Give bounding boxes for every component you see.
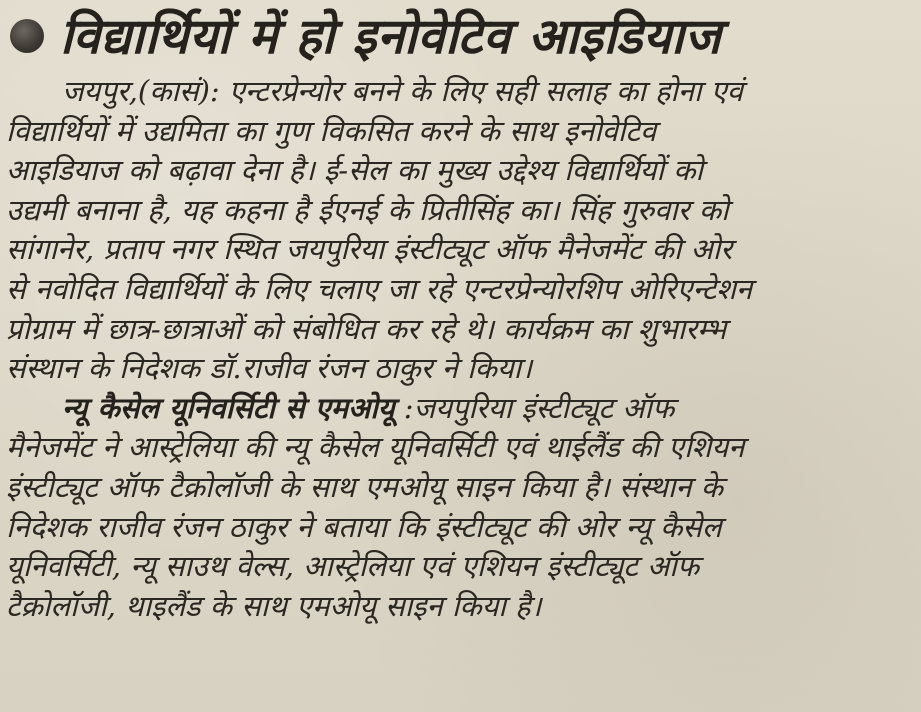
paragraph-line: जयपुर,(कासं): एन्टरप्रेन्योर बनने के लिए सही सलाह का होना एवं [62,74,743,108]
headline-text: विद्यार्थियों में हो इनोवेटिव आइडियाज [60,7,722,65]
paragraph-line: आइडियाज को बढ़ावा देना है। ई-सेल का मुख्य उद्देश्य विद्यार्थियों को [6,153,704,188]
headline [6,0,909,72]
paragraph-line: इंस्टीट्यूट ऑफ टैक्रोलॉजी के साथ एमओयू साइन किया है। संस्थान के [6,469,723,504]
paragraph-line: विद्यार्थियों में उद्यमिता का गुण विकसित करने के साथ इनोवेटिव [6,113,657,148]
paragraph-line: उद्यमी बनाना है, यह कहना है ईएनई के प्रितीसिंह का। सिंह गुरुवार को [6,192,729,227]
paragraph-2 [6,389,909,627]
paragraph-1 [6,72,909,389]
paragraph-line: संस्थान के निदेशक डॉ.राजीव रंजन ठाकुर ने किया। [6,351,533,386]
paragraph-line: मैनेजमेंट ने आस्ट्रेलिया की न्यू कैसेल यूनिवर्सिटी एवं थाईलैंड की एशियन [6,430,745,465]
paragraph-line: निदेशक राजीव रंजन ठाकुर ने बताया कि इंस्टीट्यूट की ओर न्यू कैसेल [6,509,722,544]
subheading: न्यू कैसेल यूनिवर्सिटी से एमओयू [62,390,395,425]
paragraph-line: से नवोदित विद्यार्थियों के लिए चलाए जा रहे एन्टरप्रेन्योरशिप ओरिएन्टेशन [6,271,753,306]
paragraph-line: टैक्रोलॉजी, थाइलैंड के साथ एमओयू साइन किया है। [6,588,542,623]
paragraph-line: यूनिवर्सिटी, न्यू साउथ वेल्स, आस्ट्रेलिया एवं एशियन इंस्टीट्यूट ऑफ [6,549,700,584]
paragraph-line-with-subheading [6,389,909,429]
paragraph-line: प्रोग्राम में छात्र-छात्राओं को संबोधित कर रहे थे। कार्यक्रम का शुभारम्भ [6,311,727,346]
paragraph-line: सांगानेर, प्रताप नगर स्थित जयपुरिया इंस्टीट्यूट ऑफ मैनेजमेंट की ओर [6,232,733,267]
article-body [6,72,909,626]
bullet-dot-icon [10,19,44,53]
subheading-continuation: :जयपुरिया इंस्टीट्यूट ऑफ [394,390,675,425]
